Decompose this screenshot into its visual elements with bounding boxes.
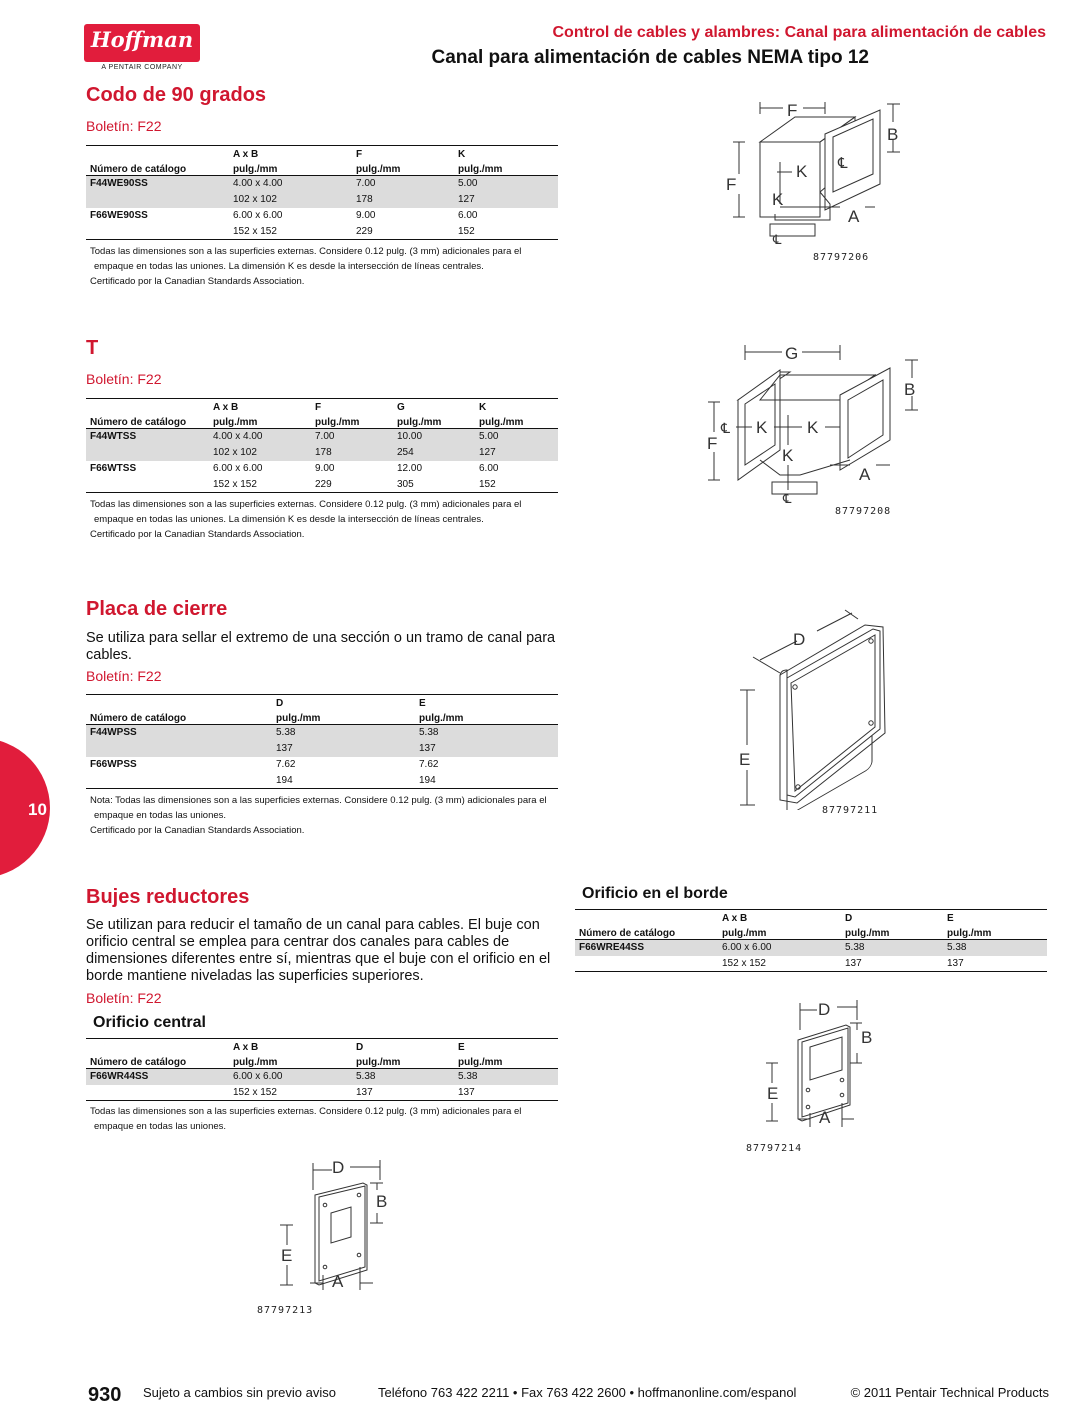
table-row bbox=[575, 956, 1047, 972]
category-header: Control de cables y alambres: Canal para alimentación de cables bbox=[552, 24, 1046, 41]
table-row bbox=[86, 477, 558, 493]
closure-title: Placa de cierre bbox=[86, 598, 228, 620]
closure-description: Se utiliza para sellar el extremo de una sección o un tramo de canal para cables. bbox=[86, 630, 556, 663]
tee-notes bbox=[90, 497, 560, 542]
edge-bushing-diagram bbox=[762, 995, 882, 1140]
col-header-spacer bbox=[575, 910, 718, 924]
cell-f-in: 9.00 bbox=[356, 210, 376, 221]
note-line: empaque en todas las uniones. La dimensión K es desde la intersección de líneas centrales. bbox=[94, 514, 484, 525]
cell-e-in: 5.38 bbox=[454, 1069, 558, 1085]
col-header-units: pulg./mm bbox=[718, 924, 841, 940]
cell-axb-mm: 152 x 152 bbox=[233, 1086, 277, 1098]
table-row bbox=[86, 176, 558, 192]
dim-k-label: K bbox=[807, 418, 819, 437]
note-line: Nota: Todas las dimensiones son a las superficies externas. Considere 0.12 pulg. (3 mm) adicionales para el bbox=[90, 795, 547, 806]
table-row bbox=[86, 208, 558, 224]
cell-e-in: 5.38 bbox=[415, 725, 558, 741]
closure-plate-diagram bbox=[725, 605, 900, 810]
catalog-number: F44WE90SS bbox=[86, 176, 229, 192]
col-header-spacer bbox=[86, 399, 209, 413]
table-row bbox=[86, 773, 558, 789]
cell-d-in: 5.38 bbox=[272, 725, 415, 741]
dim-e-label: E bbox=[281, 1246, 293, 1265]
col-header-catalog: Número de catálogo bbox=[575, 924, 718, 940]
cell-axb-mm: 102 x 102 bbox=[229, 192, 352, 208]
hoffman-logo bbox=[84, 24, 200, 62]
cell-g-in: 12.00 bbox=[397, 463, 423, 474]
note-line: Todas las dimensiones son a las superficies externas. Considere 0.12 pulg. (3 mm) adicionales para el bbox=[90, 499, 522, 510]
centerline-symbol: ℄ bbox=[838, 154, 848, 172]
bushings-title: Bujes reductores bbox=[86, 886, 250, 908]
cell-empty bbox=[86, 477, 209, 493]
elbow-table bbox=[86, 145, 558, 240]
cell-e-in: 7.62 bbox=[419, 759, 439, 770]
cell-f-mm: 178 bbox=[311, 445, 393, 461]
cell-g-mm: 254 bbox=[393, 445, 475, 461]
central-bushing-figure-number: 87797213 bbox=[257, 1305, 314, 1316]
cell-k-in: 5.00 bbox=[454, 176, 558, 192]
dim-e-label: E bbox=[767, 1084, 779, 1103]
centerline-symbol: ℄ bbox=[783, 492, 792, 507]
note-line: Certificado por la Canadian Standards Association. bbox=[90, 825, 305, 836]
col-header-catalog: Número de catálogo bbox=[86, 413, 209, 429]
cell-empty bbox=[575, 956, 718, 972]
cell-f-mm: 229 bbox=[315, 478, 332, 490]
elbow-bulletin: Boletín: F22 bbox=[86, 118, 162, 134]
col-header-units: pulg./mm bbox=[272, 709, 415, 725]
cell-axb-in: 6.00 x 6.00 bbox=[233, 210, 283, 221]
cell-f-mm: 229 bbox=[356, 225, 373, 237]
dim-k-label: K bbox=[756, 418, 768, 437]
col-header-units: pulg./mm bbox=[454, 1053, 558, 1069]
cell-d-in: 5.38 bbox=[352, 1069, 454, 1085]
col-header-units: pulg./mm bbox=[475, 413, 558, 429]
closure-table bbox=[86, 694, 558, 789]
cell-empty bbox=[86, 741, 272, 757]
cell-axb-mm: 152 x 152 bbox=[213, 478, 257, 490]
cell-k-in: 6.00 bbox=[458, 210, 478, 221]
col-header-f: F bbox=[356, 148, 363, 160]
dim-k-label: K bbox=[782, 446, 794, 465]
col-header-axb: A x B bbox=[213, 401, 239, 413]
cell-empty bbox=[86, 1085, 229, 1101]
col-header-units: pulg./mm bbox=[352, 160, 454, 176]
page-number: 930 bbox=[88, 1384, 122, 1406]
col-header-k: K bbox=[479, 401, 487, 413]
col-header-spacer bbox=[86, 695, 272, 709]
col-header-d: D bbox=[356, 1041, 364, 1053]
cell-axb-in: 4.00 x 4.00 bbox=[229, 176, 352, 192]
dim-a-label: A bbox=[332, 1272, 344, 1291]
footer-contact: Teléfono 763 422 2211 • Fax 763 422 2600 • hoffmanonline.com/espanol bbox=[378, 1385, 797, 1400]
table-row bbox=[86, 741, 558, 757]
table-row bbox=[86, 725, 558, 741]
cell-d-in: 5.38 bbox=[841, 940, 943, 956]
catalog-number: F66WTSS bbox=[90, 463, 137, 474]
bushings-description: Se utilizan para reducir el tamaño de un canal para cables. El buje con orificio central se emplea para centrar dos canales para cables de dimensiones diferentes entre sí, mientras que el buje con el orificio en el borde mantiene niveladas las superficies superiores. bbox=[86, 917, 551, 984]
dim-b-label: B bbox=[904, 380, 916, 399]
col-header-axb: A x B bbox=[722, 912, 748, 924]
note-line: Todas las dimensiones son a las superficies externas. Considere 0.12 pulg. (3 mm) adicionales para el bbox=[90, 246, 522, 257]
edge-bushing-figure-number: 87797214 bbox=[746, 1143, 803, 1154]
col-header-units: pulg./mm bbox=[841, 924, 943, 940]
dim-f-label: F bbox=[726, 175, 737, 194]
edge-bushing-table bbox=[575, 909, 1047, 972]
dim-k-label: K bbox=[772, 190, 784, 209]
table-row bbox=[86, 1085, 558, 1101]
page-title: Canal para alimentación de cables NEMA tipo 12 bbox=[431, 47, 869, 68]
dim-e-label: E bbox=[739, 750, 751, 769]
note-line: Certificado por la Canadian Standards Association. bbox=[90, 529, 305, 540]
table-row bbox=[86, 461, 558, 477]
cell-g-in: 10.00 bbox=[393, 429, 475, 445]
footer-notice: Sujeto a cambios sin previo aviso bbox=[143, 1385, 336, 1400]
col-header-axb: A x B bbox=[233, 148, 259, 160]
col-header-units: pulg./mm bbox=[229, 1053, 352, 1069]
dim-b-label: B bbox=[861, 1028, 873, 1047]
cell-f-mm: 178 bbox=[352, 192, 454, 208]
table-row bbox=[86, 192, 558, 208]
cell-e-mm: 194 bbox=[419, 774, 436, 786]
tee-figure-number: 87797208 bbox=[835, 506, 892, 517]
col-header-units: pulg./mm bbox=[454, 160, 558, 176]
catalog-number: F44WTSS bbox=[86, 429, 209, 445]
centerline-symbol: ℄ bbox=[773, 233, 782, 248]
col-header-units: pulg./mm bbox=[393, 413, 475, 429]
note-line: empaque en todas las uniones. La dimensión K es desde la intersección de líneas centrales. bbox=[94, 261, 484, 272]
cell-empty bbox=[86, 773, 272, 789]
dim-f-label: F bbox=[787, 101, 798, 120]
tee-table bbox=[86, 398, 558, 493]
col-header-k: K bbox=[458, 148, 466, 160]
central-bushing-notes bbox=[90, 1104, 560, 1134]
cell-k-in: 5.00 bbox=[475, 429, 558, 445]
closure-notes bbox=[90, 793, 560, 838]
cell-axb-in: 6.00 x 6.00 bbox=[718, 940, 841, 956]
dim-d-label: D bbox=[818, 1000, 831, 1019]
col-header-units: pulg./mm bbox=[352, 1053, 454, 1069]
col-header-f: F bbox=[315, 401, 322, 413]
cell-empty bbox=[86, 445, 209, 461]
cell-empty bbox=[86, 224, 229, 240]
cell-k-mm: 127 bbox=[475, 445, 558, 461]
col-header-g: G bbox=[397, 401, 405, 413]
central-bushing-table bbox=[86, 1038, 558, 1101]
catalog-number: F66WPSS bbox=[90, 759, 137, 770]
tee-diagram bbox=[700, 340, 930, 510]
centerline-symbol: ℄ bbox=[721, 421, 730, 437]
tee-title: T bbox=[86, 337, 99, 359]
col-header-units: pulg./mm bbox=[415, 709, 558, 725]
table-row bbox=[86, 757, 558, 773]
bushings-bulletin: Boletín: F22 bbox=[86, 990, 162, 1006]
note-line: empaque en todas las uniones. bbox=[94, 810, 227, 821]
col-header-axb: A x B bbox=[233, 1041, 259, 1053]
cell-axb-mm: 102 x 102 bbox=[209, 445, 311, 461]
closure-bulletin: Boletín: F22 bbox=[86, 668, 162, 684]
cell-d-in: 7.62 bbox=[276, 759, 296, 770]
dim-f-label: F bbox=[707, 434, 718, 453]
table-row bbox=[86, 429, 558, 445]
dim-a-label: A bbox=[848, 207, 860, 226]
col-header-spacer bbox=[86, 1039, 229, 1053]
note-line: empaque en todas las uniones. bbox=[94, 1121, 227, 1132]
dim-d-label: D bbox=[793, 630, 806, 649]
closure-figure-number: 87797211 bbox=[822, 805, 879, 816]
catalog-number: F66WR44SS bbox=[86, 1069, 229, 1085]
cell-e-mm: 137 bbox=[947, 957, 964, 969]
col-header-d: D bbox=[845, 912, 853, 924]
col-header-units: pulg./mm bbox=[943, 924, 1047, 940]
table-row bbox=[86, 1069, 558, 1085]
tee-bulletin: Boletín: F22 bbox=[86, 371, 162, 387]
cell-k-in: 6.00 bbox=[479, 463, 499, 474]
central-bushing-diagram bbox=[275, 1155, 395, 1303]
col-header-spacer bbox=[86, 146, 229, 160]
catalog-number: F66WRE44SS bbox=[575, 940, 718, 956]
cell-f-in: 7.00 bbox=[352, 176, 454, 192]
logo-subtitle: A PENTAIR COMPANY bbox=[101, 64, 183, 71]
dim-a-label: A bbox=[859, 465, 871, 484]
col-header-units: pulg./mm bbox=[209, 413, 311, 429]
cell-e-mm: 137 bbox=[415, 741, 558, 757]
col-header-e: E bbox=[947, 912, 954, 924]
cell-k-mm: 152 bbox=[458, 225, 475, 237]
note-line: Certificado por la Canadian Standards Association. bbox=[90, 276, 305, 287]
elbow-figure-number: 87797206 bbox=[813, 252, 870, 263]
cell-axb-in: 4.00 x 4.00 bbox=[209, 429, 311, 445]
col-header-catalog: Número de catálogo bbox=[86, 709, 272, 725]
note-line: Todas las dimensiones son a las superficies externas. Considere 0.12 pulg. (3 mm) adicionales para el bbox=[90, 1106, 522, 1117]
cell-f-in: 7.00 bbox=[311, 429, 393, 445]
col-header-e: E bbox=[419, 697, 426, 709]
cell-e-mm: 137 bbox=[458, 1086, 475, 1098]
cell-k-mm: 127 bbox=[454, 192, 558, 208]
cell-axb-in: 6.00 x 6.00 bbox=[229, 1069, 352, 1085]
central-hole-subtitle: Orificio central bbox=[93, 1014, 206, 1031]
elbow-diagram bbox=[715, 92, 915, 252]
dim-g-label: G bbox=[785, 344, 799, 363]
col-header-catalog: Número de catálogo bbox=[86, 160, 229, 176]
logo-text: Hoffman bbox=[90, 27, 194, 52]
table-row bbox=[86, 445, 558, 461]
cell-f-in: 9.00 bbox=[315, 463, 335, 474]
col-header-e: E bbox=[458, 1041, 465, 1053]
table-row bbox=[86, 224, 558, 240]
cell-d-mm: 137 bbox=[845, 957, 862, 969]
elbow-title: Codo de 90 grados bbox=[86, 84, 267, 106]
cell-axb-mm: 152 x 152 bbox=[233, 225, 277, 237]
elbow-notes bbox=[90, 244, 560, 289]
dim-b-label: B bbox=[887, 125, 899, 144]
chapter-tab-number: 10 bbox=[28, 800, 47, 819]
cell-e-in: 5.38 bbox=[943, 940, 1047, 956]
dim-a-label: A bbox=[819, 1108, 831, 1127]
col-header-catalog: Número de catálogo bbox=[86, 1053, 229, 1069]
catalog-number: F44WPSS bbox=[86, 725, 272, 741]
cell-axb-in: 6.00 x 6.00 bbox=[213, 463, 263, 474]
col-header-units: pulg./mm bbox=[229, 160, 352, 176]
table-row bbox=[575, 940, 1047, 956]
catalog-number: F66WE90SS bbox=[90, 210, 148, 221]
dim-k-label: K bbox=[796, 162, 808, 181]
cell-d-mm: 137 bbox=[272, 741, 415, 757]
cell-d-mm: 137 bbox=[356, 1086, 373, 1098]
col-header-units: pulg./mm bbox=[311, 413, 393, 429]
cell-d-mm: 194 bbox=[276, 774, 293, 786]
edge-hole-subtitle: Orificio en el borde bbox=[582, 885, 728, 902]
dim-b-label: B bbox=[376, 1192, 388, 1211]
footer-copyright: © 2011 Pentair Technical Products bbox=[850, 1385, 1049, 1400]
col-header-d: D bbox=[276, 697, 284, 709]
cell-empty bbox=[86, 192, 229, 208]
cell-axb-mm: 152 x 152 bbox=[722, 957, 766, 969]
cell-k-mm: 152 bbox=[479, 478, 496, 490]
dim-d-label: D bbox=[332, 1158, 345, 1177]
cell-g-mm: 305 bbox=[397, 478, 414, 490]
